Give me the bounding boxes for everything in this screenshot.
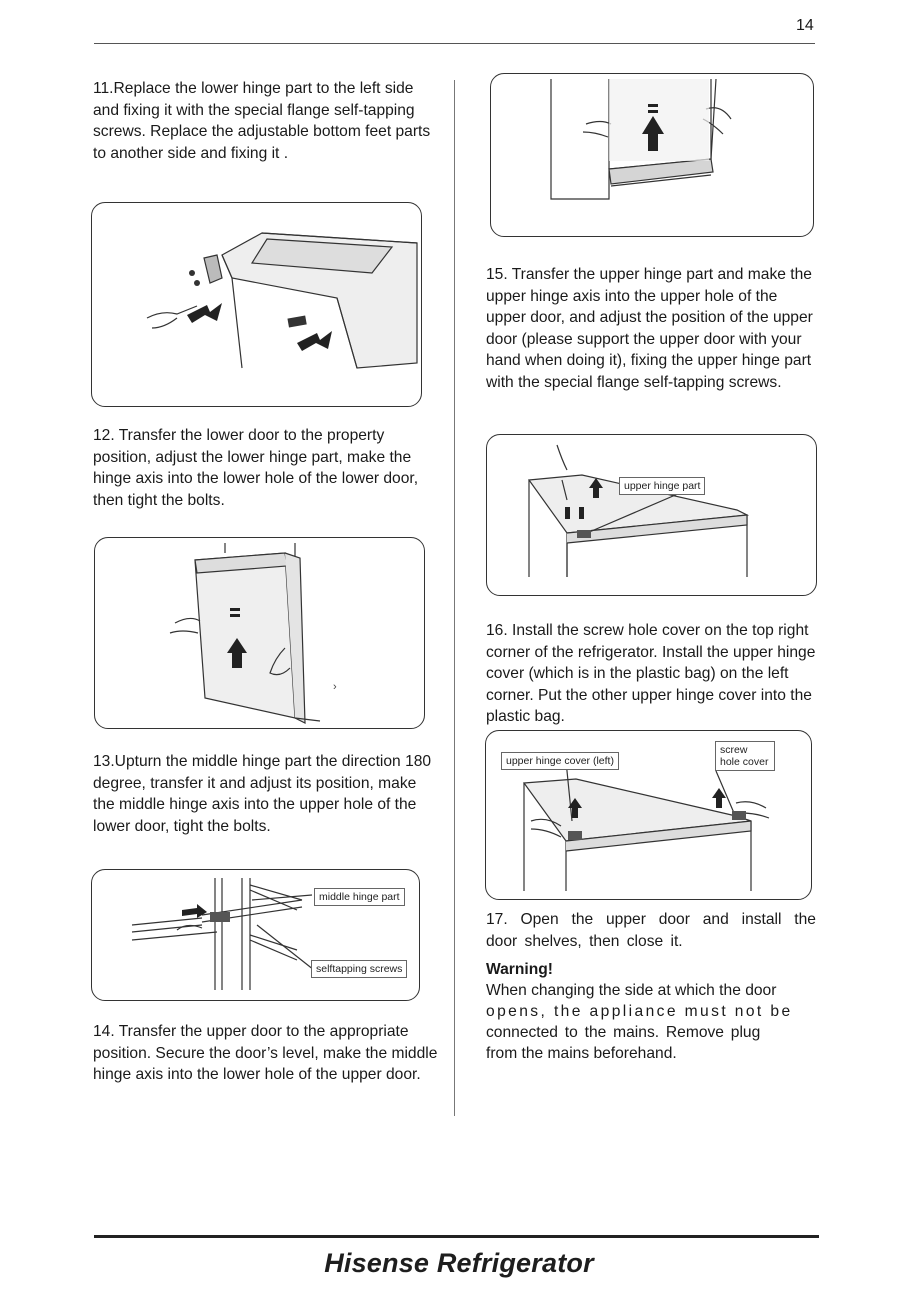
figure-step-11	[91, 202, 422, 407]
callout-upper-hinge-part: upper hinge part	[619, 477, 705, 495]
callout-upper-hinge-cover-left: upper hinge cover (left)	[501, 752, 619, 770]
callout-screw-hole-cover: screw hole cover	[715, 741, 775, 771]
callout-selftapping-screws: selftapping screws	[311, 960, 407, 978]
warning-title: Warning!	[486, 961, 553, 978]
step-15-text: 15. Transfer the upper hinge part and make the upper hinge axis into the upper hole of the upper door, and adjust the position of the upper door (please support the upper door with your hand when doing it), fixing the upper hinge part with the special flange self-tapping screws.	[486, 266, 813, 391]
header-rule	[94, 43, 815, 44]
warning-line-2: opens, the appliance must not be	[486, 1003, 793, 1020]
warning-line-3: connected to the mains. Remove plug	[486, 1024, 761, 1041]
warning-line-1: When changing the side at which the door	[486, 982, 777, 999]
figure-step-14	[490, 73, 814, 237]
footer-rule	[94, 1235, 819, 1238]
footer-brand: Hisense Refrigerator	[324, 1248, 594, 1278]
step-12-text: 12. Transfer the lower door to the property position, adjust the lower hinge part, make the hinge axis into the lower hole of the lower door, then tight the bolts.	[93, 427, 419, 509]
step-17-text: 17. Open the upper door and install the door shelves, then close it.	[486, 911, 816, 950]
page-number: 14	[796, 17, 814, 34]
svg-text:›: ›	[333, 681, 337, 693]
lower-door-illustration	[95, 538, 424, 728]
warning-line-4: from the mains beforehand.	[486, 1045, 677, 1062]
step-11-text: 11.Replace the lower hinge part to the left side and fixing it with the special flange self-tapping screws. Replace the adjustable bottom feet parts to another side and fixing it .	[93, 80, 431, 162]
figure-step-16	[485, 730, 812, 900]
figure-step-13	[91, 869, 420, 1001]
lower-hinge-illustration	[92, 203, 421, 406]
step-16-text: 16. Install the screw hole cover on the top right corner of the refrigerator. Install the upper hinge cover (which is in the plastic bag) on the left corner. Put the other upper hinge cover into the plastic bag.	[486, 622, 816, 725]
step-14-text: 14. Transfer the upper door to the appropriate position. Secure the door’s level, make the middle hinge axis into the lower hole of the upper door.	[93, 1023, 438, 1083]
step-13-text: 13.Upturn the middle hinge part the direction 180 degree, transfer it and adjust its position, make the middle hinge axis into the upper hole of the lower door, tight the bolts.	[93, 753, 432, 835]
figure-step-12	[94, 537, 425, 729]
column-divider	[454, 80, 455, 1116]
upper-door-illustration	[491, 74, 813, 236]
upper-hinge-illustration	[487, 435, 816, 595]
callout-middle-hinge-part: middle hinge part	[314, 888, 405, 906]
figure-step-15	[486, 434, 817, 596]
